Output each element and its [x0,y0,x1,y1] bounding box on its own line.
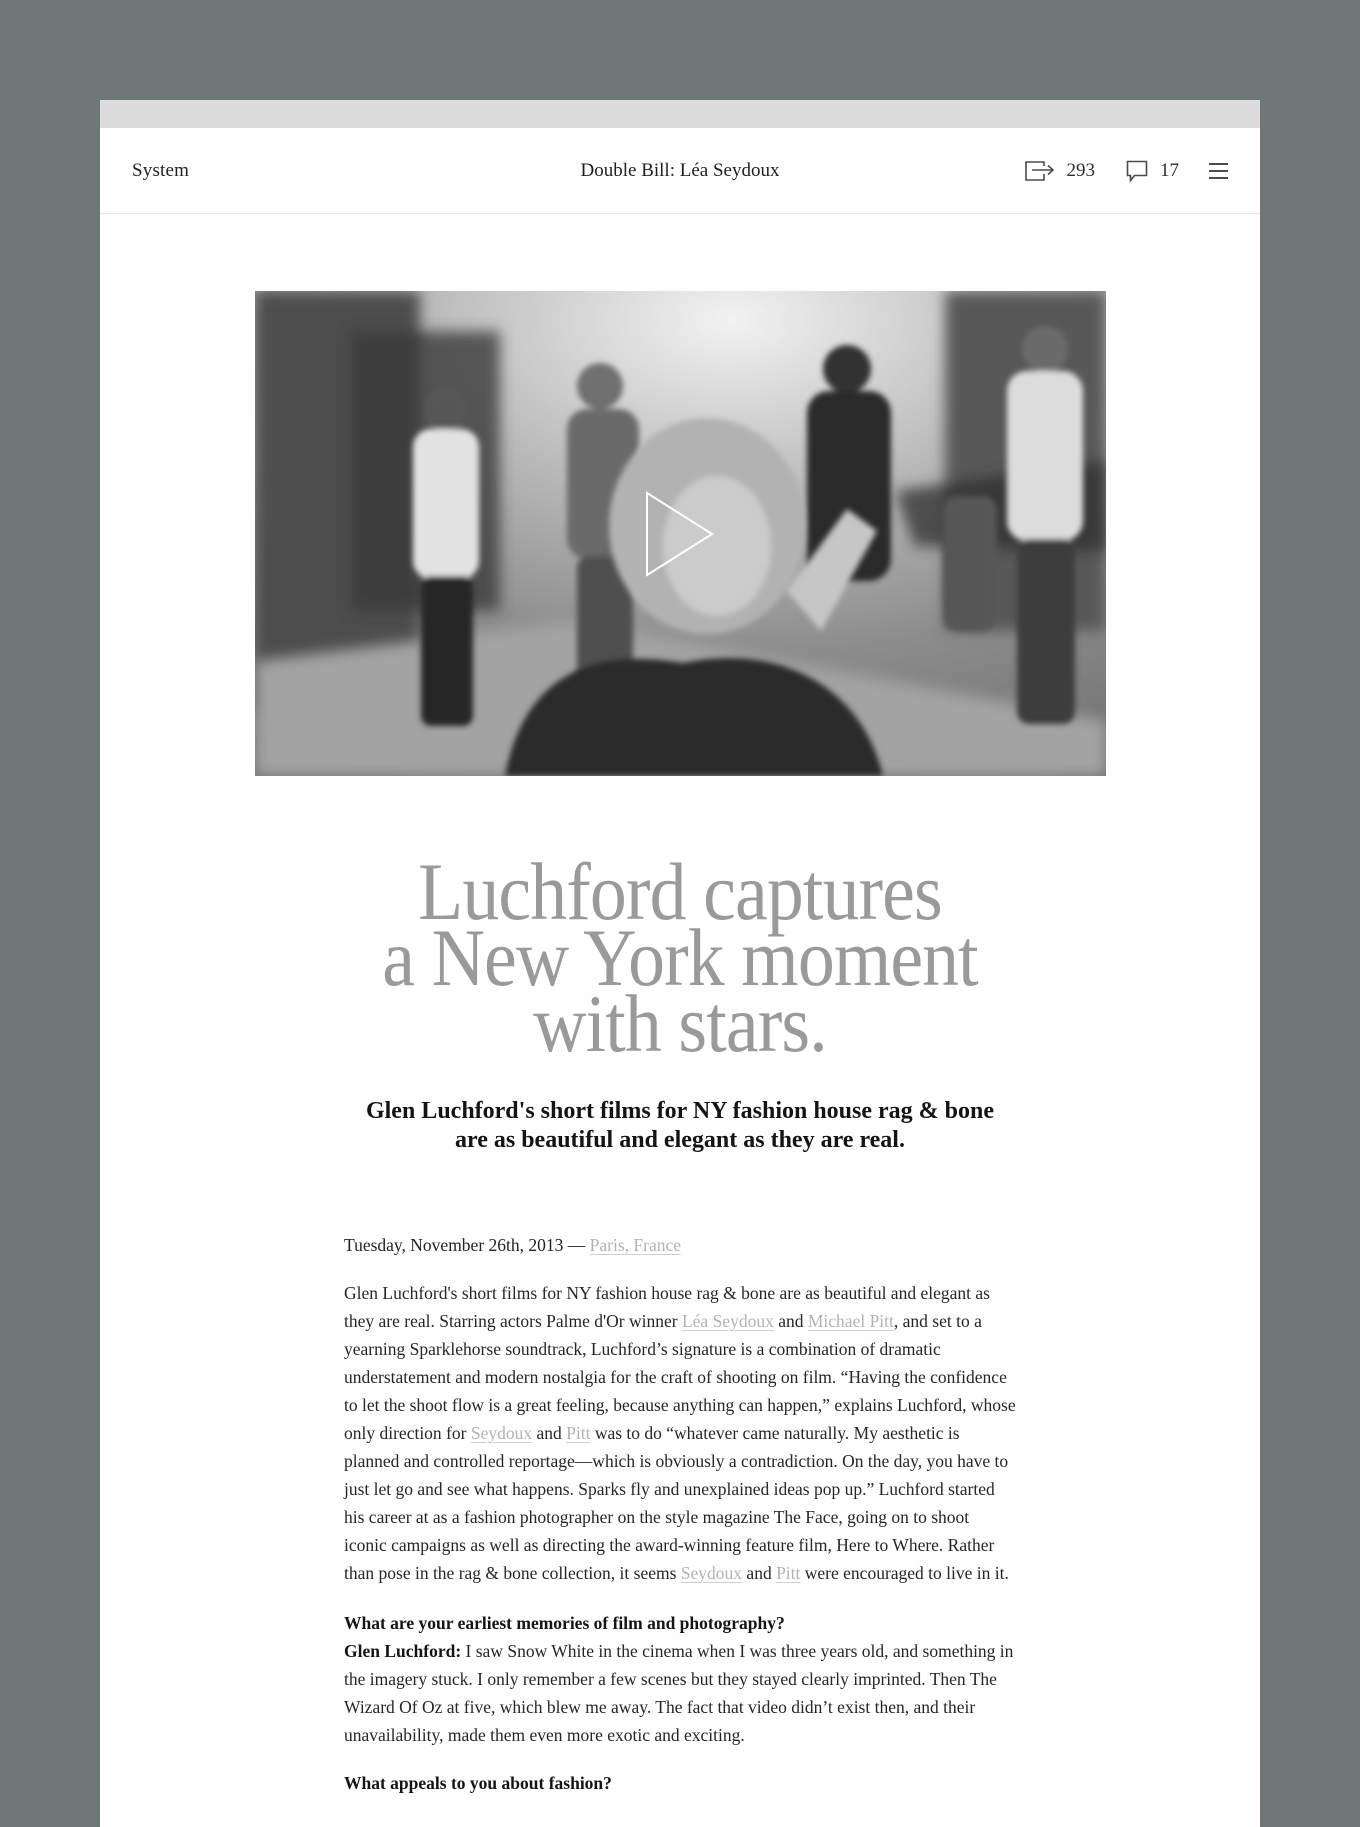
headline-line: with stars. [533,978,827,1069]
comment-count: 17 [1160,159,1179,181]
header [100,128,1260,214]
inline-link[interactable]: Pitt [566,1423,591,1443]
body-text: was to do “whatever came naturally. My aesthetic is planned and controlled reportage—which is obviously a contradiction. On the day, you have to just let go and see what happens. Sparks fly and unexplained ideas pop up.” Luchford started his career at as a fashion photographer on the style magazine The Face, going on to shoot iconic campaigns as well as directing the award-winning feature film, Here to Where. Rather than pose in the rag & bone collection, it seems [344,1423,1009,1583]
brand-logo[interactable]: System [132,159,190,181]
inline-link[interactable]: Pitt [776,1563,801,1583]
date-text: Tuesday, November 26th, 2013 — [344,1235,590,1255]
dateline [344,1231,1016,1259]
hamburger-menu-icon [1209,163,1228,165]
inline-link[interactable]: Léa Seydoux [681,1311,774,1331]
subhead-line: Glen Luchford's short films for NY fashion house rag & bone [365,1098,995,1124]
intro-paragraph [344,1279,1016,1587]
location-link[interactable]: Paris, France [589,1235,682,1255]
comments-button[interactable] [1125,159,1179,183]
body-text: were encouraged to live in it. [800,1563,1009,1583]
article-main [100,291,1260,1797]
qa-question: What are your earliest memories of film and photography? [344,1613,785,1633]
share-icon [1023,159,1056,183]
page-title: Double Bill: Léa Seydoux [580,159,780,181]
body-text: and [742,1563,777,1583]
header-actions [1023,159,1229,183]
body-text: and [773,1311,808,1331]
share-button[interactable] [1023,159,1096,183]
share-count: 293 [1066,159,1095,181]
headline-line: a New York moment [382,912,978,1003]
qa-speaker: Glen Luchford: [344,1641,462,1661]
play-button[interactable] [645,491,715,577]
headline [100,846,1260,1069]
qa-answer [344,1637,1016,1749]
play-icon [645,491,715,577]
qa-answer-text: I saw Snow White in the cinema when I was three years old, and something in the imagery stuck. I only remember a few scenes but they stayed clearly imprinted. Then The Wizard Of Oz at five, which blew me away. The fact that video didn’t exist then, and their unavailability, made them even more exotic and exciting. [344,1641,1014,1745]
top-strip [100,100,1260,128]
video-thumbnail[interactable] [255,291,1106,776]
subhead-line: are as beautiful and elegant as they are real. [455,1127,905,1153]
article-column [344,1231,1016,1797]
comment-bubble-icon [1125,159,1149,183]
article-card [100,100,1260,1827]
headline-line: Luchford captures [418,846,942,937]
qa-question: What appeals to you about fashion? [344,1773,612,1793]
inline-link[interactable]: Seydoux [470,1423,533,1443]
body-text: and [532,1423,567,1443]
subhead [320,1097,1040,1155]
inline-link[interactable]: Seydoux [680,1563,743,1583]
body-text: Glen Luchford's short films for NY fashion house rag & bone are as beautiful and elegant as they are real. Starring actors Palme d'Or winner [344,1283,990,1331]
inline-link[interactable]: Michael Pitt [807,1311,894,1331]
body-text: , and set to a yearning Sparklehorse soundtrack, Luchford’s signature is a combination of dramatic understatement and modern nostalgia for the craft of shooting on film. “Having the confidence to let the shoot flow is a great feeling, because anything can happen,” explains Luchford, whose only direction for [344,1311,1016,1443]
menu-button[interactable] [1209,160,1228,181]
